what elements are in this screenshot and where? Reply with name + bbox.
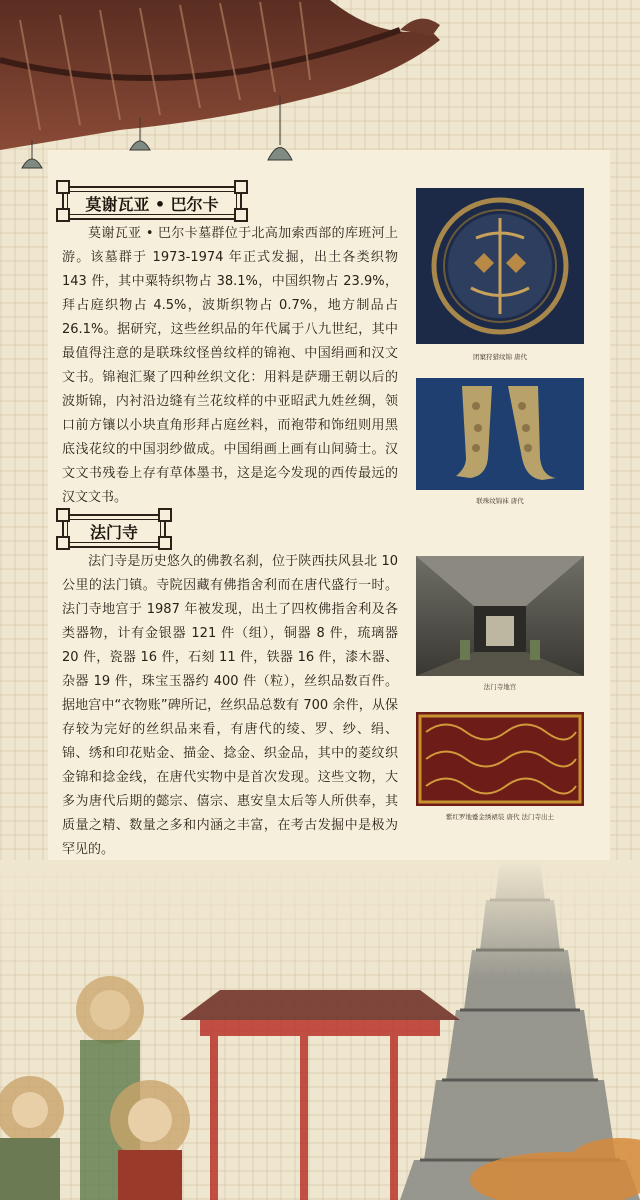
photo-tuanke-hunting-brocade xyxy=(416,188,584,344)
photo-purple-gauze-embroidered-skirt xyxy=(416,712,584,806)
photo-caption-4: 紫红罗地蹙金绣裙装 唐代 法门寺出土 xyxy=(445,813,555,821)
section-body-mosheva-balka: 莫谢瓦亚 • 巴尔卡墓群位于北高加索西部的库班河上游。该墓群于 1973-1974 年正式发掘，出土各类织物 143 件，其中粟特织物占 38.1%，中国织物占 23.9%，拜占庭织物占 4.5%，波斯织物占 0.7%，地方制品占 26.1%。据研究，这些丝织品的年代属于八九世纪，其中最值得注意的是联珠纹怪兽纹样的锦袍、中国绢画和汉文文书。锦袍汇聚了四种丝织文化：用料是萨珊王朝以后的波斯锦，内衬沿边缝有兰花纹样的中亚昭武九姓丝绸，领口前方镶以小块直角形拜占庭丝料，而袍带和饰纽则用黑底浅花纹的中国羽纱做成。中国绢画上画有山间骑士。汉文文书残卷上存有草体墨书，这是迄今发现的西传最远的汉文文书。 xyxy=(62,226,398,505)
mural-and-pagoda-illustration xyxy=(0,860,640,1200)
photo-caption-1: 团窠狩猎纹锦 唐代 xyxy=(472,353,528,361)
section-title-text: 莫谢瓦亚 • 巴尔卡 xyxy=(85,194,219,214)
photo-caption-2: 联珠纹锦袜 唐代 xyxy=(476,497,524,505)
title-frame-corner xyxy=(234,180,248,194)
section-body-famen-temple: 法门寺是历史悠久的佛教名刹，位于陕西扶风县北 10 公里的法门镇。寺院因藏有佛指舍利而在唐代盛行一时。法门寺地宫于 1987 年被发现，出土了四枚佛指舍利及各类器物，计有金银器 121 件（组），铜器 8 件，琉璃器 20 件，瓷器 16 件，石刻 11 件，铁器 16 件，漆木器、杂器 19 件，珠宝玉器约 400 件（粒），丝织品数百件。据地宫中“衣物账”碑所记，丝织品总数有 700 余件，从保存较为完好的丝织品来看，有唐代的绫、罗、纱、绢、锦、绣和印花贴金、描金、捻金、织金品，其中的菱纹织金锦和捻金线，在唐代实物中是首次发现。这些文物，大多为唐代后期的懿宗、僖宗、惠安皇太后等人所供奉，其质量之精、数量之多和内涵之丰富，在考古发掘中是极为罕见的。 xyxy=(62,554,398,857)
title-frame-corner xyxy=(56,508,70,522)
photo-caption-3: 法门寺地宫 xyxy=(483,683,517,691)
title-frame-corner xyxy=(234,208,248,222)
title-frame-corner xyxy=(56,180,70,194)
temple-roof-illustration xyxy=(0,0,640,170)
section-title-mosheva-balka xyxy=(62,186,242,220)
section-title-famen-temple xyxy=(62,514,166,548)
section-title-text: 法门寺 xyxy=(89,522,138,542)
title-frame-corner xyxy=(158,508,172,522)
title-frame-corner xyxy=(56,208,70,222)
title-frame-corner xyxy=(158,536,172,550)
title-frame-corner xyxy=(56,536,70,550)
photo-famen-underground-palace xyxy=(416,556,584,676)
photo-pearl-roundel-socks xyxy=(416,378,584,490)
